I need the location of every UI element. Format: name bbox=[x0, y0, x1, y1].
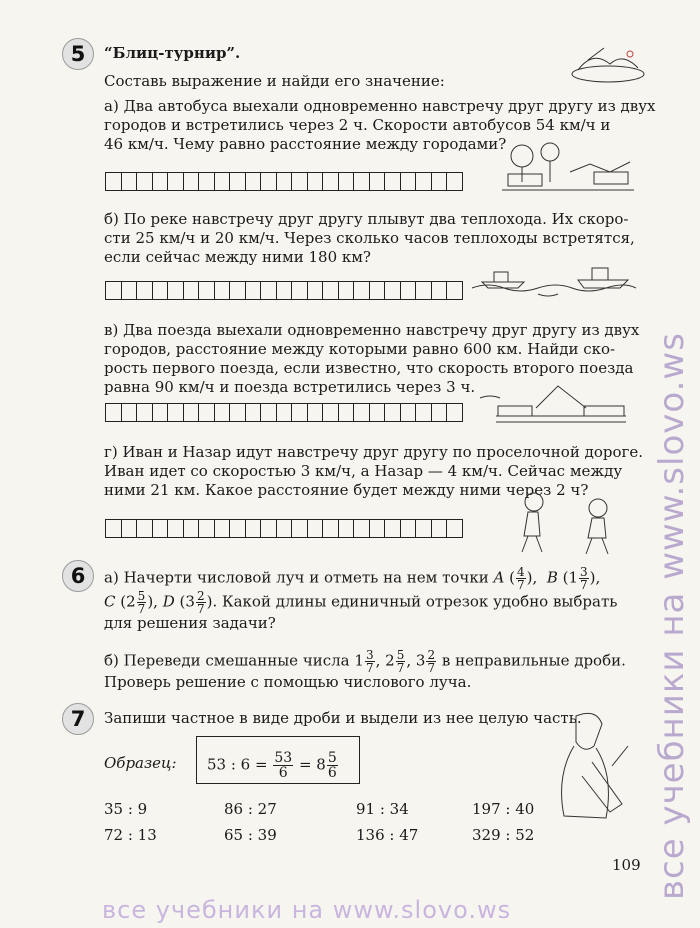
answer-cell[interactable] bbox=[292, 520, 308, 537]
task6-a-line3: для решения задачи? bbox=[104, 614, 276, 632]
answer-cell[interactable] bbox=[106, 520, 122, 537]
answer-cell[interactable] bbox=[184, 282, 200, 299]
division-r2c4: 329 : 52 bbox=[472, 826, 535, 844]
answer-cells-v[interactable] bbox=[105, 403, 463, 422]
sample-label: Образец: bbox=[104, 754, 177, 772]
answer-cell[interactable] bbox=[416, 404, 432, 421]
answer-cell[interactable] bbox=[385, 173, 401, 190]
answer-cell[interactable] bbox=[261, 404, 277, 421]
answer-cell[interactable] bbox=[432, 520, 448, 537]
answer-cell[interactable] bbox=[277, 282, 293, 299]
answer-cell[interactable] bbox=[354, 173, 370, 190]
answer-cell[interactable] bbox=[432, 404, 448, 421]
answer-cell[interactable] bbox=[230, 173, 246, 190]
answer-cell[interactable] bbox=[339, 282, 355, 299]
task6-b-line1: б) Переведи смешанные числа 1 $\frac{3}{7}$ , 2 $\frac{5}{7}$ , 3 $\frac{2}{7}$ в неправильные дроби. bbox=[104, 648, 626, 675]
answer-cell[interactable] bbox=[199, 282, 215, 299]
answer-cell[interactable] bbox=[199, 173, 215, 190]
answer-cell[interactable] bbox=[447, 404, 463, 421]
answer-cell[interactable] bbox=[168, 520, 184, 537]
answer-cell[interactable] bbox=[416, 520, 432, 537]
task6-b-line2: Проверь решение с помощью числового луча. bbox=[104, 673, 472, 691]
division-r1c3: 91 : 34 bbox=[356, 800, 409, 818]
answer-cell[interactable] bbox=[153, 520, 169, 537]
answer-cell[interactable] bbox=[277, 173, 293, 190]
answer-cell[interactable] bbox=[308, 520, 324, 537]
answer-cell[interactable] bbox=[385, 520, 401, 537]
division-r2c3: 136 : 47 bbox=[356, 826, 419, 844]
answer-cell[interactable] bbox=[292, 173, 308, 190]
sketch-ships-illustration bbox=[468, 258, 638, 302]
task-number-6: 6 bbox=[62, 560, 94, 592]
answer-cells-g[interactable] bbox=[105, 519, 463, 538]
answer-cell[interactable] bbox=[385, 282, 401, 299]
answer-cell[interactable] bbox=[370, 520, 386, 537]
answer-cell[interactable] bbox=[215, 404, 231, 421]
answer-cell[interactable] bbox=[168, 404, 184, 421]
answer-cell[interactable] bbox=[416, 173, 432, 190]
division-r1c1: 35 : 9 bbox=[104, 800, 148, 818]
task5-subtitle: Составь выражение и найди его значение: bbox=[104, 72, 445, 90]
answer-cell[interactable] bbox=[215, 173, 231, 190]
sketch-stadium-illustration bbox=[568, 40, 648, 85]
answer-cell[interactable] bbox=[137, 173, 153, 190]
answer-cell[interactable] bbox=[153, 404, 169, 421]
answer-cell[interactable] bbox=[184, 520, 200, 537]
answer-cell[interactable] bbox=[246, 282, 262, 299]
answer-cell[interactable] bbox=[106, 404, 122, 421]
side-watermark: все учебники на www.slovo.ws bbox=[652, 332, 692, 900]
sample-box: 53 : 6 = $\frac{53}{6}$ = 8 $\frac{5}{6}$ bbox=[196, 736, 360, 784]
page-number: 109 bbox=[612, 856, 641, 874]
answer-cell[interactable] bbox=[308, 404, 324, 421]
task5-g-text: г) Иван и Назар идут навстречу друг другу по проселочной дороге. Иван идет со скоростью 3 км/ч, а Назар — 4 км/ч. Сейчас между ними 21 км. Какое расстояние будет между ними через 2 ч? bbox=[104, 443, 643, 499]
answer-cell[interactable] bbox=[401, 173, 417, 190]
answer-cell[interactable] bbox=[246, 520, 262, 537]
answer-cell[interactable] bbox=[106, 282, 122, 299]
answer-cell[interactable] bbox=[153, 282, 169, 299]
answer-cell[interactable] bbox=[199, 520, 215, 537]
answer-cell[interactable] bbox=[199, 404, 215, 421]
answer-cell[interactable] bbox=[246, 173, 262, 190]
answer-cell[interactable] bbox=[277, 404, 293, 421]
bottom-watermark: все учебники на www.slovo.ws bbox=[102, 896, 512, 924]
answer-cell[interactable] bbox=[215, 520, 231, 537]
answer-cell[interactable] bbox=[323, 520, 339, 537]
division-r2c1: 72 : 13 bbox=[104, 826, 157, 844]
answer-cell[interactable] bbox=[323, 282, 339, 299]
sketch-walkers-illustration bbox=[498, 488, 634, 560]
division-r1c2: 86 : 27 bbox=[224, 800, 277, 818]
task5-title: “Блиц-турнир”. bbox=[104, 44, 241, 62]
answer-cell[interactable] bbox=[292, 282, 308, 299]
answer-cell[interactable] bbox=[447, 282, 463, 299]
answer-cell[interactable] bbox=[261, 520, 277, 537]
answer-cells-b[interactable] bbox=[105, 281, 463, 300]
sketch-trains-illustration bbox=[476, 378, 636, 430]
answer-cell[interactable] bbox=[354, 520, 370, 537]
task7-instruction: Запиши частное в виде дроби и выдели из нее целую часть. bbox=[104, 709, 582, 727]
answer-cell[interactable] bbox=[122, 520, 138, 537]
answer-cell[interactable] bbox=[401, 404, 417, 421]
answer-cell[interactable] bbox=[137, 520, 153, 537]
answer-cell[interactable] bbox=[184, 404, 200, 421]
answer-cell[interactable] bbox=[339, 173, 355, 190]
answer-cell[interactable] bbox=[106, 173, 122, 190]
answer-cell[interactable] bbox=[230, 520, 246, 537]
task6-a-line1: а) Начерти числовой луч и отметь на нем точки A ( $\frac{4}{7}$ ), B (1 $\frac{3}{7}$ ), bbox=[104, 565, 601, 592]
answer-cells-a[interactable] bbox=[105, 172, 463, 191]
answer-cell[interactable] bbox=[323, 404, 339, 421]
answer-cell[interactable] bbox=[230, 404, 246, 421]
answer-cell[interactable] bbox=[370, 282, 386, 299]
task-number-5: 5 bbox=[62, 38, 94, 70]
answer-cell[interactable] bbox=[261, 282, 277, 299]
answer-cell[interactable] bbox=[137, 282, 153, 299]
task5-v-text: в) Два поезда выехали одновременно навстречу друг другу из двух городов, расстояние между которыми равно 600 км. Найди ско- рость первого поезда, если известно, что скорость второго поезда равна 90 км/ч и поезда встретились через 3 ч. bbox=[104, 321, 640, 396]
task5-b-text: б) По реке навстречу друг другу плывут два теплохода. Их скоро- сти 25 км/ч и 20 км/ч. Через сколько часов теплоходы встретятся, если сейчас между ними 180 км? bbox=[104, 210, 635, 266]
answer-cell[interactable] bbox=[122, 173, 138, 190]
answer-cell[interactable] bbox=[432, 173, 448, 190]
answer-cell[interactable] bbox=[308, 282, 324, 299]
answer-cell[interactable] bbox=[168, 282, 184, 299]
answer-cell[interactable] bbox=[230, 282, 246, 299]
answer-cell[interactable] bbox=[339, 520, 355, 537]
answer-cell[interactable] bbox=[354, 404, 370, 421]
answer-cell[interactable] bbox=[416, 282, 432, 299]
task5-a-text: а) Два автобуса выехали одновременно навстречу друг другу из двух городов и встретились через 2 ч. Скорости автобусов 54 км/ч и 46 км/ч. Чему равно расстояние между городами? bbox=[104, 97, 656, 153]
division-r2c2: 65 : 39 bbox=[224, 826, 277, 844]
answer-cell[interactable] bbox=[401, 282, 417, 299]
answer-cell[interactable] bbox=[323, 173, 339, 190]
answer-cell[interactable] bbox=[153, 173, 169, 190]
answer-cell[interactable] bbox=[370, 173, 386, 190]
division-r1c4: 197 : 40 bbox=[472, 800, 535, 818]
answer-cell[interactable] bbox=[261, 173, 277, 190]
task-number-7: 7 bbox=[62, 703, 94, 735]
answer-cell[interactable] bbox=[432, 282, 448, 299]
sketch-writer-illustration bbox=[536, 706, 636, 836]
answer-cell[interactable] bbox=[385, 404, 401, 421]
answer-cell[interactable] bbox=[246, 404, 262, 421]
answer-cell[interactable] bbox=[137, 404, 153, 421]
answer-cell[interactable] bbox=[401, 520, 417, 537]
answer-cell[interactable] bbox=[122, 282, 138, 299]
answer-cell[interactable] bbox=[370, 404, 386, 421]
answer-cell[interactable] bbox=[447, 173, 463, 190]
answer-cell[interactable] bbox=[308, 173, 324, 190]
answer-cell[interactable] bbox=[215, 282, 231, 299]
sketch-buses-illustration bbox=[500, 142, 636, 194]
answer-cell[interactable] bbox=[168, 173, 184, 190]
answer-cell[interactable] bbox=[292, 404, 308, 421]
answer-cell[interactable] bbox=[447, 520, 463, 537]
answer-cell[interactable] bbox=[339, 404, 355, 421]
answer-cell[interactable] bbox=[184, 173, 200, 190]
answer-cell[interactable] bbox=[354, 282, 370, 299]
task6-a-line2: C (2 $\frac{5}{7}$ ), D (3 $\frac{2}{7}$ ). Какой длины единичный отрезок удобно выбрать bbox=[104, 589, 618, 616]
answer-cell[interactable] bbox=[277, 520, 293, 537]
answer-cell[interactable] bbox=[122, 404, 138, 421]
